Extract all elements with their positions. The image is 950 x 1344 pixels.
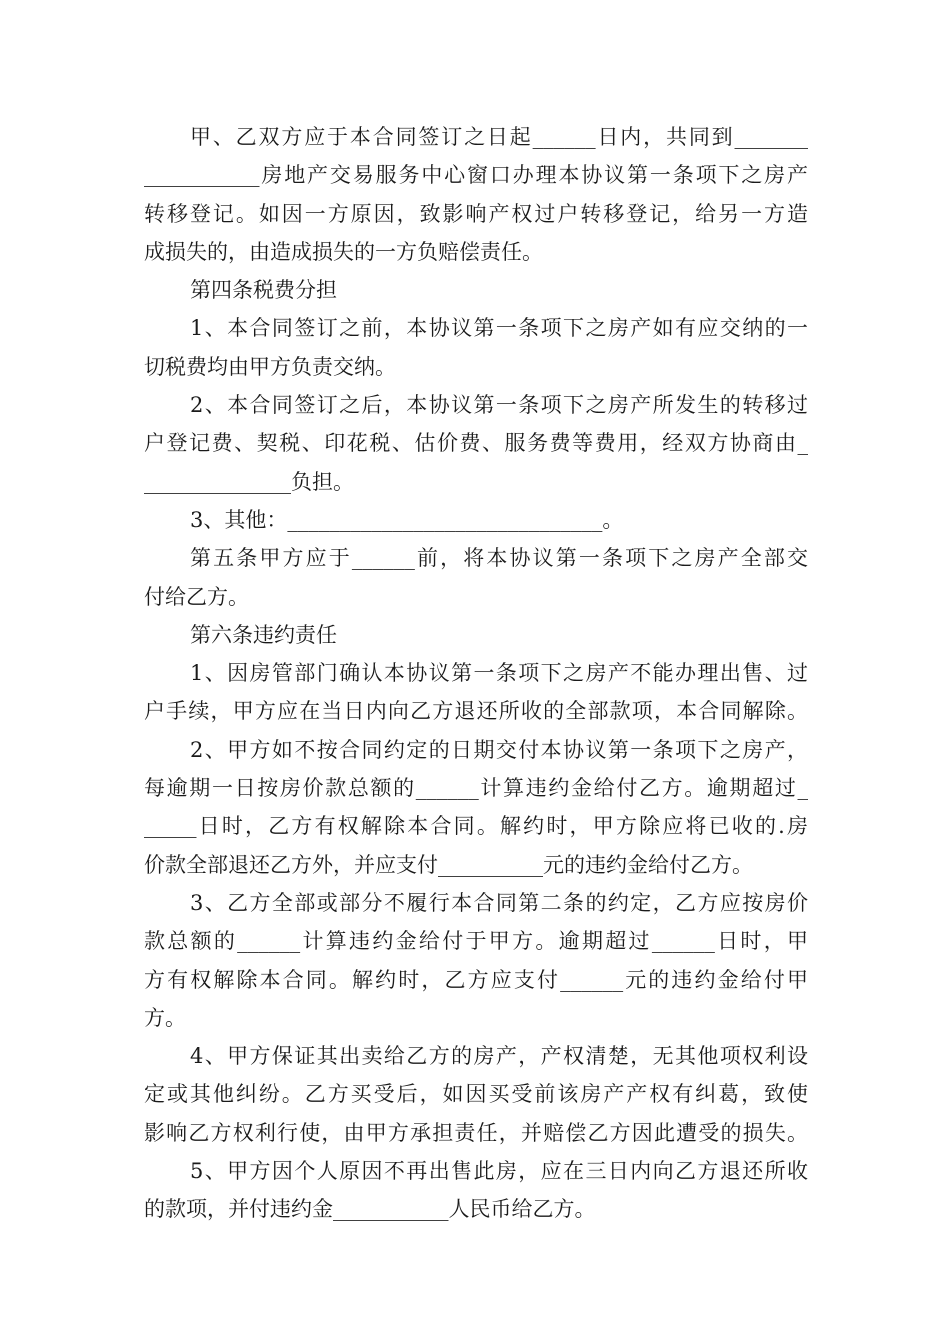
paragraph-line: 付给乙方。 bbox=[144, 584, 249, 609]
paragraph-line: 的款项，并付违约金___________人民币给乙方。 bbox=[144, 1197, 596, 1222]
paragraph-line: 款总额的______计算违约金给付于甲方。逾期超过______日时，甲 bbox=[144, 929, 808, 954]
contract-body bbox=[144, 118, 808, 1229]
paragraph-line: 价款全部退还乙方外，并应支付__________元的违约金给付乙方。 bbox=[144, 852, 753, 877]
paragraph-line: 切税费均由甲方负责交纳。 bbox=[144, 354, 396, 379]
section-heading-liability: 第六条违约责任 bbox=[190, 622, 337, 647]
paragraph-line: ___________房地产交易服务中心窗口办理本协议第一条项下之房产 bbox=[144, 163, 808, 188]
paragraph-line: 方。 bbox=[144, 1005, 186, 1030]
paragraph-line: 方有权解除本合同。解约时，乙方应支付______元的违约金给付甲 bbox=[144, 967, 808, 992]
paragraph-line: 成损失的，由造成损失的一方负赔偿责任。 bbox=[144, 239, 543, 264]
paragraph-line: 户手续，甲方应在当日内向乙方退还所收的全部款项，本合同解除。 bbox=[144, 699, 808, 724]
paragraph-line: 3、乙方全部或部分不履行本合同第二条的约定，乙方应按房价 bbox=[190, 890, 808, 915]
paragraph-line: 3、其他：______________________________。 bbox=[190, 507, 624, 532]
section-heading-taxes: 第四条税费分担 bbox=[190, 278, 337, 303]
section-heading-delivery: 第五条甲方应于______前，将本协议第一条项下之房产全部交 bbox=[190, 546, 808, 571]
paragraph-line: 4、甲方保证其出卖给乙方的房产，产权清楚，无其他项权利设 bbox=[190, 1044, 808, 1069]
paragraph-line: 定或其他纠纷。乙方买受后，如因买受前该房产产权有纠葛，致使 bbox=[144, 1082, 808, 1107]
paragraph-line: 1、因房管部门确认本协议第一条项下之房产不能办理出售、过 bbox=[190, 661, 808, 686]
paragraph-line: 转移登记。如因一方原因，致影响产权过户转移登记，给另一方造 bbox=[144, 201, 808, 226]
paragraph-line: 影响乙方权利行使，由甲方承担责任，并赔偿乙方因此遭受的损失。 bbox=[144, 1120, 808, 1145]
paragraph-line: 2、本合同签订之后，本协议第一条项下之房产所发生的转移过 bbox=[190, 393, 808, 418]
paragraph-line: 每逾期一日按房价款总额的______计算违约金给付乙方。逾期超过_ bbox=[144, 776, 808, 801]
paragraph-line: 户登记费、契税、印花税、估价费、服务费等费用，经双方协商由_ bbox=[144, 431, 808, 456]
paragraph-line: 2、甲方如不按合同约定的日期交付本协议第一条项下之房产， bbox=[190, 737, 808, 762]
paragraph-line: _____日时，乙方有权解除本合同。解约时，甲方除应将已收的.房 bbox=[144, 814, 808, 839]
paragraph-line: 5、甲方因个人原因不再出售此房，应在三日内向乙方退还所收 bbox=[190, 1159, 808, 1184]
paragraph-line: ______________负担。 bbox=[144, 469, 354, 494]
paragraph-line: 甲、乙双方应于本合同签订之日起______日内，共同到_______ bbox=[190, 125, 808, 149]
paragraph-line: 1、本合同签订之前，本协议第一条项下之房产如有应交纳的一 bbox=[190, 316, 808, 341]
